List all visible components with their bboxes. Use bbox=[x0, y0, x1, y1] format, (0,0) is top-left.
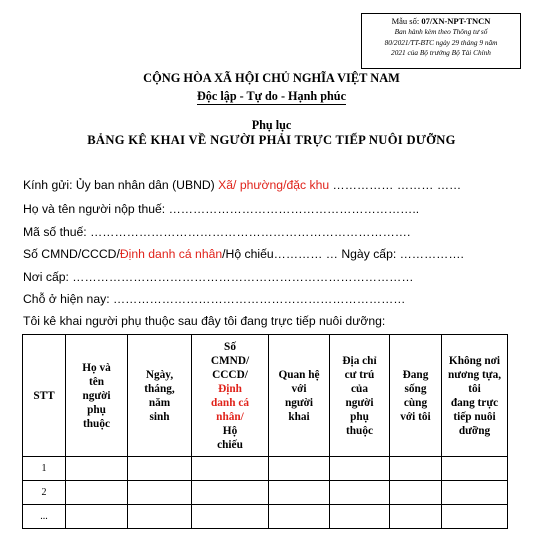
declaration-line: Tôi kê khai người phụ thuộc sau đây tôi đang trực tiếp nuôi dưỡng: bbox=[23, 314, 386, 328]
table-cell[interactable] bbox=[390, 457, 442, 481]
table-cell[interactable] bbox=[269, 481, 330, 505]
table-cell[interactable] bbox=[330, 481, 390, 505]
table-cell[interactable] bbox=[442, 505, 508, 529]
id-number-line: Số CMND/CCCD/Định danh cá nhân/Hộ chiếu………… … Ngày cấp: ……………. bbox=[23, 247, 464, 261]
table-cell[interactable] bbox=[269, 457, 330, 481]
table-cell[interactable] bbox=[390, 505, 442, 529]
table-cell[interactable] bbox=[66, 457, 128, 481]
table-cell[interactable] bbox=[128, 481, 192, 505]
table-cell[interactable] bbox=[66, 505, 128, 529]
table-cell[interactable] bbox=[442, 457, 508, 481]
row-number: ... bbox=[23, 505, 66, 529]
table-cell[interactable] bbox=[128, 505, 192, 529]
taxpayer-name-line: Họ và tên người nộp thuế: …………………………………………………….. bbox=[23, 202, 420, 216]
header-id: Số CMND/ CCCD/ Định danh cá nhân/ Hộ chiếu bbox=[192, 335, 269, 457]
table-cell[interactable] bbox=[330, 457, 390, 481]
header-residence: Địa chỉ cư trú của người phụ thuộc bbox=[330, 335, 390, 457]
table-header-row bbox=[23, 335, 508, 457]
header-dob: Ngày, tháng, năm sinh bbox=[128, 335, 192, 457]
header-relation: Quan hệ với người khai bbox=[269, 335, 330, 457]
table-cell[interactable] bbox=[66, 481, 128, 505]
table-cell[interactable] bbox=[330, 505, 390, 529]
form-note-1: Ban hành kèm theo Thông tư số bbox=[394, 27, 488, 36]
tax-code-line: Mã số thuế: ……………………………………………………………………. bbox=[23, 225, 411, 239]
form-code-box bbox=[361, 13, 521, 69]
table-cell[interactable] bbox=[269, 505, 330, 529]
document-title: BẢNG KÊ KHAI VỀ NGƯỜI PHẢI TRỰC TIẾP NUÔI DƯỠNG bbox=[87, 133, 456, 147]
table-cell[interactable] bbox=[192, 505, 269, 529]
table-row bbox=[23, 505, 508, 529]
form-note-3: 2021 của Bộ trưởng Bộ Tài Chính bbox=[391, 48, 491, 57]
national-motto: Độc lập - Tự do - Hạnh phúc bbox=[197, 89, 346, 103]
table-cell[interactable] bbox=[390, 481, 442, 505]
header-living-with: Đang sống cùng với tôi bbox=[390, 335, 442, 457]
issue-place-line: Nơi cấp: ………………………………………………………………………… bbox=[23, 270, 414, 284]
table-row bbox=[23, 481, 508, 505]
table-cell[interactable] bbox=[442, 481, 508, 505]
form-code: Mẫu số: 07/XN-NPT-TNCN bbox=[391, 16, 491, 26]
recipient-line: Kính gửi: Ủy ban nhân dân (UBND) Xã/ phường/đặc khu …………… ……… …… bbox=[23, 178, 462, 192]
table-cell[interactable] bbox=[192, 457, 269, 481]
row-number: 2 bbox=[23, 481, 66, 505]
form-note-2: 80/2021/TT-BTC ngày 29 tháng 9 năm bbox=[384, 37, 498, 47]
table-cell[interactable] bbox=[192, 481, 269, 505]
table-row bbox=[23, 457, 508, 481]
dependents-table bbox=[22, 334, 508, 529]
header-name: Họ và tên người phụ thuộc bbox=[66, 335, 128, 457]
header-stt: STT bbox=[23, 335, 66, 457]
header-no-support: Không nơi nương tựa, tôi đang trực tiếp nuôi dưỡng bbox=[442, 335, 508, 457]
table-cell[interactable] bbox=[128, 457, 192, 481]
appendix-label: Phụ lục bbox=[251, 118, 292, 132]
address-line: Chỗ ở hiện nay: ……………………………………………………………… bbox=[23, 292, 406, 306]
row-number: 1 bbox=[23, 457, 66, 481]
national-title: CỘNG HÒA XÃ HỘI CHỦ NGHĨA VIỆT NAM bbox=[143, 71, 400, 85]
